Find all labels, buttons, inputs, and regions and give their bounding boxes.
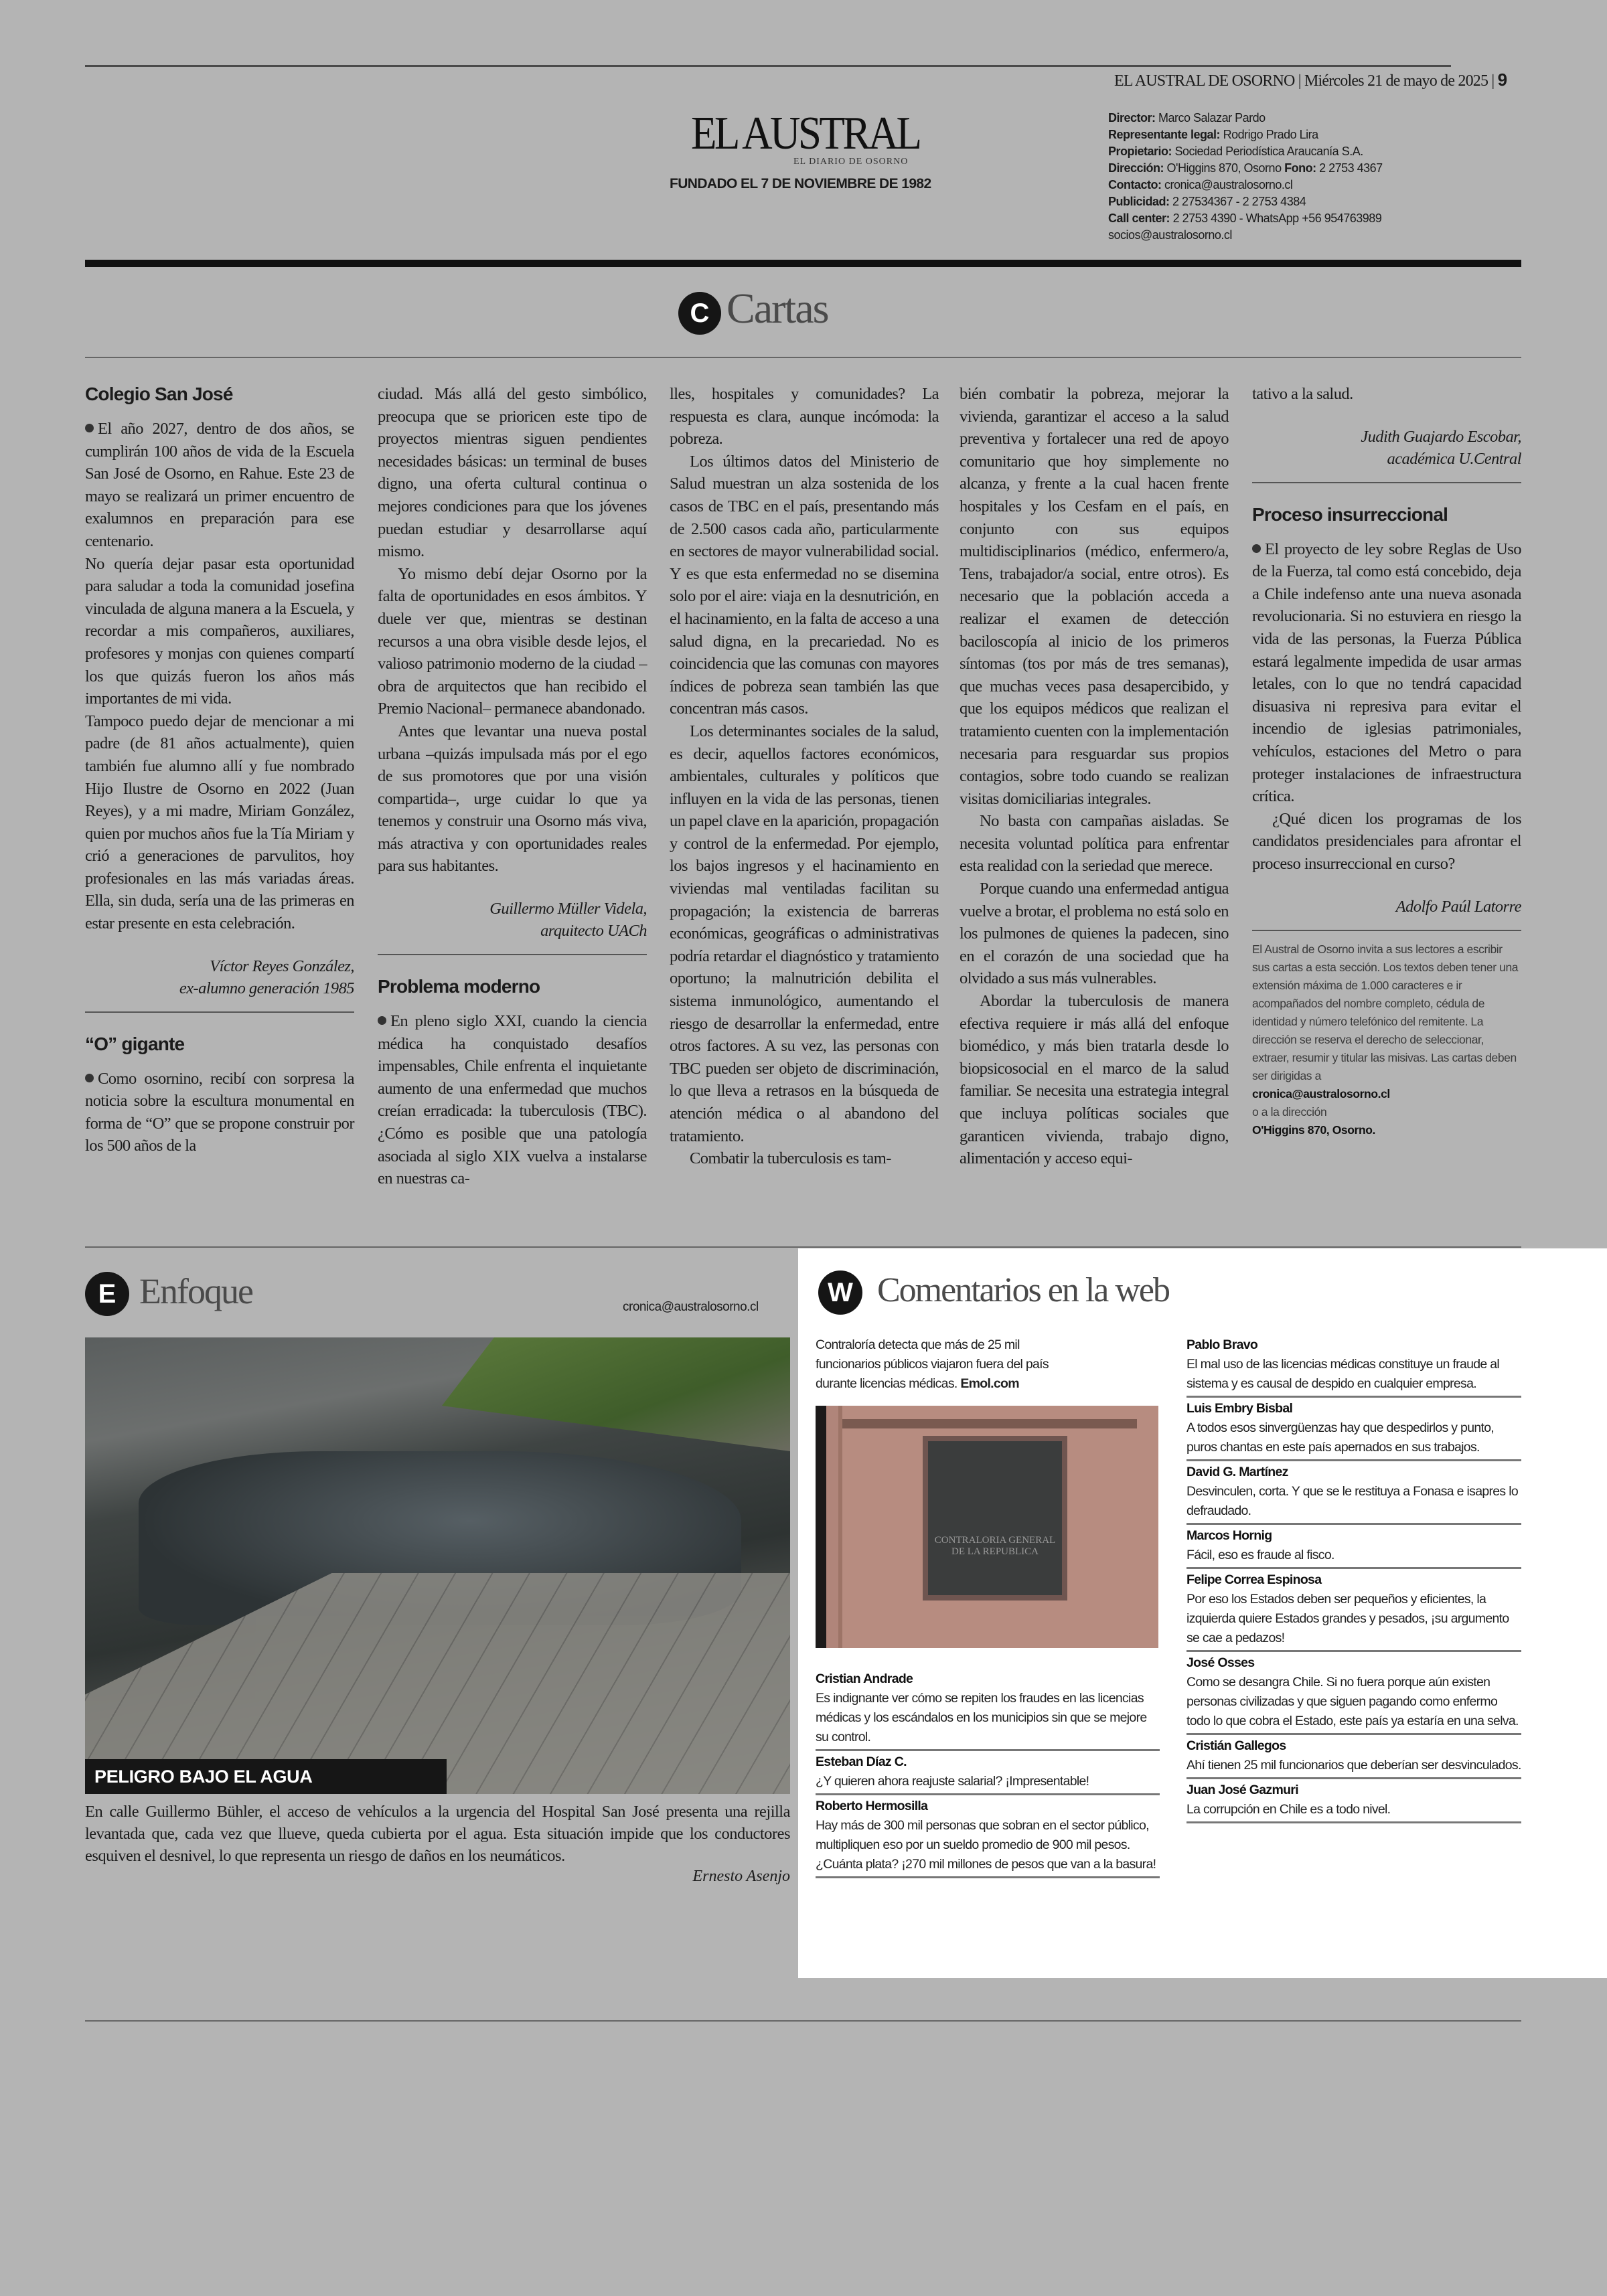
staff-value: Sociedad Periodística Araucanía S.A. <box>1174 145 1363 158</box>
staff-label: Propietario: <box>1108 145 1172 158</box>
letter-text: Combatir la tuberculosis es tam- <box>690 1149 891 1168</box>
letter-signature <box>378 898 647 942</box>
letter-text: bién combatir la pobreza, mejorar la vivienda, garantizar el acceso a la salud preventiva y fortalecer una red de apoyo comunitario que hoy simplemente no alcanza, y frente a la cual hacen frente hospitales y los Cesfam en el país, en conjunto con sus equipos multidisciplinarios (médico, enfermero/a, Tens, trabajador/a social, entre otros). Es necesario que la población acceda a realizar el examen de detección baciloscopía al inicio de los primeros síntomas (tos por más de tres semanas), que muchas veces pasa desapercibido, y que los equipos médicos que realizan el tratamiento cuenten con la implementación necesaria para resguardar sus propios contagios, sobre todo cuando se realizan visitas domiciliarias integrales. <box>960 385 1229 808</box>
letter-paragraph <box>378 563 647 720</box>
invite-address: O'Higgins 870, Osorno. <box>1252 1123 1376 1137</box>
letter-text: lles, hospitales y comunidades? La respuesta es clara, aunque incómoda: la pobreza. <box>670 385 939 448</box>
thick-rule <box>85 260 1521 267</box>
comment-author: David G. Martínez <box>1187 1465 1288 1479</box>
letter-text: Los determinantes sociales de la salud, es decir, aquellos factores económicos, ambientales, culturales y políticos que influyen en la vida de las personas, tienen un papel clave en la aparición, propagación y control de la enfermedad. Por ejemplo, los bajos ingresos y el hacinamiento en viviendas mal ventiladas facilitan su propagación; la existencia de barreras económicas, geográficas o administrativas podría retardar el diagnóstico y tratamiento oportuno; la malnutrición debilita el sistema inmunológico, aumentando el riesgo de desarrollar la enfermedad, entre otros factores. A su vez, las personas con TBC pueden ser objeto de discriminación, lo que lleva a retrasos en la búsqueda de atención médica o al abandono del tratamiento. <box>670 722 939 1145</box>
invite-email[interactable]: cronica@australosorno.cl <box>1252 1086 1390 1100</box>
comment-item <box>816 1751 1160 1795</box>
letter-text: Los últimos datos del Ministerio de Salud muestran un alza sostenida de los casos de TBC en el país, presentando más de 2.500 casos cada año, particularmente en sectores de mayor vulnerabilidad social. Y es que esta enfermedad no se disemina solo por el aire: viaja en la desnutrición, en el hacinamiento, en la falta de acceso a una salud digna, en la precariedad. No es coincidencia que las comunas con mayores índices de pobreza sean también las que concentran más casos. <box>670 452 939 718</box>
dateline-date: Miércoles 21 de mayo de 2025 <box>1304 72 1488 90</box>
letter-text: Yo mismo debí dejar Osorno por la falta de oportunidades en esos ámbitos. Y duele ver que, mientras se destinan recursos a una obra visible desde lejos, el valioso patrimonio moderno de la ciudad –obra de arquitectos que han recibido el Premio Nacional– permanece abandonado. <box>378 564 647 718</box>
letter-text: ¿Qué dicen los programas de los candidatos presidenciales para afrontar el proceso insurreccional en curso? <box>1252 809 1521 873</box>
letter-paragraph <box>670 1147 939 1170</box>
letter-paragraph <box>1252 538 1521 808</box>
staff-line <box>1108 210 1383 227</box>
letter-paragraph <box>378 1010 647 1190</box>
staff-line <box>1108 193 1383 210</box>
comment-item <box>1187 1461 1521 1525</box>
staff-value: Rodrigo Prado Lira <box>1223 128 1318 141</box>
comment-text: La corrupción en Chile es a todo nivel. <box>1187 1802 1391 1817</box>
signature-rule <box>85 1011 354 1013</box>
letter-paragraph <box>85 710 354 935</box>
signature-line: ex-alumno generación 1985 <box>179 979 354 997</box>
letter-paragraph <box>85 1068 354 1157</box>
letter-text: Porque cuando una enfermedad antigua vuelve a brotar, el problema no está solo en los pulmones de quienes la padecen, sino en el corazón de una sociedad que ha olvidado a sus más vulnerables. <box>960 880 1229 988</box>
letter-paragraph <box>378 720 647 878</box>
letter-paragraph <box>670 450 939 720</box>
staff-label: Dirección: <box>1108 161 1164 175</box>
comment-item <box>816 1668 1160 1751</box>
web-icon: W <box>818 1270 862 1315</box>
comment-text: Hay más de 300 mil personas que sobran en el sector público, multipliquen eso por un sueldo promedio de 900 mil pesos. ¿Cuánta plata? ¡270 mil millones de pesos que van a la basura! <box>816 1818 1156 1872</box>
letter-text: Tampoco puedo dejar de mencionar a mi padre (de 81 años actualmente), quien también fue alumno allí y fue nombrado Hijo Ilustre de Osorno en 2022 (Juan Reyes), y a mi madre, Miriam González, quien por muchos años fue la Tía Miriam y crió a generaciones de parvulitos, hoy profesionales en las más variadas áreas. Ella, sin duda, sería una de las primeras en estar presente en esta celebración. <box>85 712 354 933</box>
comment-item <box>1187 1779 1521 1823</box>
staff-label: Director: <box>1108 111 1156 125</box>
staff-value: O'Higgins 870, Osorno <box>1166 161 1282 175</box>
staff-line <box>1108 227 1383 244</box>
letter-signature <box>85 955 354 999</box>
lead-source[interactable]: Emol.com <box>960 1376 1019 1391</box>
comment-author: Felipe Correa Espinosa <box>1187 1572 1322 1587</box>
grass-area <box>442 1337 790 1451</box>
photo-caption: En calle Guillermo Bühler, el acceso de vehículos a la urgencia del Hospital San José presenta una rejilla levantada que, cada vez que llueve, queda cubierta por el agua. Esta situación impide que los conductores esquiven el desnivel, lo que representa un riesgo de daños en los neumáticos. <box>85 1803 790 1865</box>
signature-line: académica U.Central <box>1387 449 1521 468</box>
comment-author: Roberto Hermosilla <box>816 1799 928 1813</box>
letter-paragraph <box>670 383 939 450</box>
bullet-icon <box>378 1016 386 1025</box>
staff-value: cronica@australosorno.cl <box>1164 178 1293 191</box>
staff-line <box>1108 143 1383 160</box>
comment-text: El mal uso de las licencias médicas constituye un fraude al sistema y es causal de despido en cualquier empresa. <box>1187 1357 1500 1391</box>
staff-value: 2 2753 4367 <box>1319 161 1383 175</box>
letter-heading: Problema moderno <box>378 976 540 997</box>
staff-line <box>1108 110 1383 127</box>
comment-author: Cristian Andrade <box>816 1671 913 1686</box>
section-title-comentarios: Comentarios en la web <box>877 1271 1169 1309</box>
letter-text: No quería dejar pasar esta oportunidad para saludar a toda la comunidad josefina vinculada de alguna manera a la Escuela, y recordar a mis compañeros, auxiliares, profesores y monjas con quienes compartí los que quizás fueron los años más importantes de mi vida. <box>85 554 354 708</box>
letter-text: Abordar la tuberculosis de manera efectiva requiere ir más allá del enfoque biomédico, y más bien tratarla desde lo biopsicosocial en el marco de la salud familiar. Se necesita una estrategia integral que incluya políticas sociales que garanticen vivienda, trabajo digno, alimentación y acceso equi- <box>960 992 1229 1168</box>
signature-line: Guillermo Müller Videla, <box>489 900 647 918</box>
letter-text: Antes que levantar una nueva postal urbana –quizás impulsada más por el ego de sus promotores que por una visión compartida–, urge cuidar lo que ya tenemos y construir una Osorno más viva, más atractiva y con oportunidades reales para sus habitantes. <box>378 722 647 876</box>
letter-heading: “O” gigante <box>85 1033 185 1054</box>
signature-rule <box>1252 930 1521 931</box>
letters-column-4 <box>960 383 1229 1170</box>
comment-author: José Osses <box>1187 1655 1255 1670</box>
letters-column-5 <box>1252 383 1521 1139</box>
letters-column-2 <box>378 383 647 1190</box>
letter-paragraph <box>960 878 1229 990</box>
top-rule <box>85 65 1451 67</box>
staff-value: socios@australosorno.cl <box>1108 228 1232 242</box>
staff-value: 2 27534367 - 2 2753 4384 <box>1172 195 1306 208</box>
comment-text: Es indignante ver cómo se repiten los fraudes en las licencias médicas y los escándalos en los municipios sin que se mejore su control. <box>816 1691 1147 1744</box>
signature-line: Judith Guajardo Escobar, <box>1361 427 1521 446</box>
cartas-icon: C <box>678 292 721 335</box>
letter-text: El proyecto de ley sobre Reglas de Uso de la Fuerza, tal como está concebido, deja a Chile indefenso ante una nueva asonada revolucionaria. Si no estuviera en riesgo la vida de las personas, la Fuerza Pública estará legalmente impedida de usar armas letales, con lo que no tendrá capacidad disuasiva ni represiva para evitar el incendio de iglesias patrimoniales, vehículos, estaciones del Metro o para proteger instalaciones de infraestructura crítica. <box>1252 540 1521 806</box>
staff-line <box>1108 127 1383 143</box>
comment-author: Marcos Hornig <box>1187 1528 1272 1543</box>
letter-signature <box>1252 426 1521 470</box>
comment-text: Ahí tienen 25 mil funcionarios que deberían ser desvinculados. <box>1187 1758 1521 1773</box>
letter-paragraph <box>378 383 647 563</box>
invite-text: El Austral de Osorno invita a sus lectores a escribir sus cartas a esta sección. Los textos deben tener una extensión máxima de 1.000 caracteres e ir acompañados del nombre completo, cédula de identidad y número telefónico del remitente. La dirección se reserva el derecho de seleccionar, extraer, resumir y titular las misivas. Las cartas deben ser dirigidas a <box>1252 942 1519 1082</box>
comments-left <box>816 1668 1160 1878</box>
bullet-icon <box>1252 544 1261 553</box>
letter-paragraph <box>960 383 1229 810</box>
comment-item <box>1187 1334 1521 1398</box>
letter-paragraph <box>960 810 1229 878</box>
comment-author: Cristián Gallegos <box>1187 1738 1286 1753</box>
signature-rule <box>378 954 647 955</box>
staff-label: Contacto: <box>1108 178 1162 191</box>
comment-text: Como se desangra Chile. Si no fuera porque aún existen personas civilizadas y que siguen pagando como enfermo todo lo que cobra el Estado, este país ya estaría en una selva. <box>1187 1675 1519 1728</box>
letter-paragraph <box>1252 808 1521 876</box>
masthead-subtitle: EL DIARIO DE OSORNO <box>793 157 909 167</box>
letter-paragraph <box>85 418 354 553</box>
section-title-cartas: Cartas <box>726 284 828 332</box>
comment-author: Pablo Bravo <box>1187 1337 1258 1352</box>
comment-text: Desvinculen, corta. Y que se le restituya a Fonasa e isapres lo defraudado. <box>1187 1484 1518 1518</box>
cartas-bottom-rule <box>85 1246 1521 1248</box>
letter-text: tativo a la salud. <box>1252 385 1353 403</box>
signature-line: arquitecto UACh <box>540 922 647 940</box>
letter-text: Como osornino, recibí con sorpresa la noticia sobre la escultura monumental en forma de “O” que se propone construir por los 500 años de la <box>85 1069 354 1155</box>
comment-item <box>1187 1735 1521 1779</box>
enfoque-photo <box>85 1337 790 1794</box>
contraloria-plaque <box>923 1436 1067 1601</box>
comment-item <box>1187 1398 1521 1461</box>
signature-line: Víctor Reyes González, <box>210 957 354 975</box>
bullet-icon <box>85 424 94 432</box>
comment-text: Fácil, eso es fraude al fisco. <box>1187 1548 1334 1562</box>
letter-paragraph <box>670 720 939 1147</box>
comment-text: ¿Y quieren ahora reajuste salarial? ¡Impresentable! <box>816 1774 1089 1789</box>
founded-date: FUNDADO EL 7 DE NOVIEMBRE DE 1982 <box>670 176 931 191</box>
stone-ledge <box>842 1419 1137 1428</box>
comment-author: Juan José Gazmuri <box>1187 1783 1298 1797</box>
comment-item <box>816 1795 1160 1878</box>
bullet-icon <box>85 1074 94 1082</box>
contraloria-photo <box>816 1406 1158 1648</box>
section-title-enfoque: Enfoque <box>139 1271 252 1311</box>
comment-text: Por eso los Estados deben ser pequeños y eficientes, la izquierda quiere Estados grandes y pesados, ¡su argumento se cae a pedazos! <box>1187 1592 1509 1645</box>
dateline-paper: EL AUSTRAL DE OSORNO <box>1114 72 1295 90</box>
photo-author: Ernesto Asenjo <box>692 1868 790 1885</box>
staff-line <box>1108 160 1383 177</box>
comment-author: Esteban Díaz C. <box>816 1754 907 1769</box>
cartas-rule <box>85 357 1521 358</box>
letter-paragraph <box>85 553 354 710</box>
staff-label: Call center: <box>1108 212 1170 225</box>
letter-paragraph <box>1252 383 1521 406</box>
staff-label: Representante legal: <box>1108 128 1221 141</box>
comment-author: Luis Embry Bisbal <box>1187 1401 1293 1416</box>
letter-signature <box>1252 896 1521 918</box>
letter-text: El año 2027, dentro de dos años, se cumplirán 100 años de vida de la Escuela San José de Osorno, en Rahue. Este 23 de mayo se realizará un primer encuentro de exalumnos en preparación para ese centenario. <box>85 420 354 550</box>
letters-column-1 <box>85 383 354 1157</box>
bottom-rule <box>85 2020 1521 2022</box>
signature-line: Adolfo Paúl Latorre <box>1395 897 1521 916</box>
signature-rule <box>1252 482 1521 483</box>
letter-text: No basta con campañas aisladas. Se necesita voluntad política para enfrentar esta realidad con la seriedad que merece. <box>960 812 1229 876</box>
page-number: 9 <box>1497 70 1507 90</box>
comment-item <box>1187 1525 1521 1569</box>
staff-label: Fono: <box>1284 161 1316 175</box>
staff-line <box>1108 177 1383 193</box>
letter-heading: Colegio San José <box>85 384 233 404</box>
staff-label: Publicidad: <box>1108 195 1170 208</box>
staff-value: Marco Salazar Pardo <box>1158 111 1266 125</box>
lead-text: Contraloría detecta que más de 25 mil funcionarios públicos viajaron fuera del país durante licencias médicas. <box>816 1337 1049 1391</box>
enfoque-email[interactable]: cronica@australosorno.cl <box>623 1300 759 1314</box>
staff-value: 2 2753 4390 - WhatsApp +56 954763989 <box>1172 212 1382 225</box>
comentarios-lead <box>816 1335 1083 1394</box>
dateline: EL AUSTRAL DE OSORNO | Miércoles 21 de mayo de 2025 | 9 <box>1114 70 1507 90</box>
staff-box <box>1108 110 1383 244</box>
photo-title: PELIGRO BAJO EL AGUA <box>85 1759 447 1794</box>
plaque-text: CONTRALORIA GENERAL DE LA REPUBLICA <box>934 1535 1056 1557</box>
masthead-logo: EL AUSTRAL <box>691 108 920 159</box>
comment-item <box>1187 1569 1521 1652</box>
letter-text: ciudad. Más allá del gesto simbólico, preocupa que se prioricen este tipo de proyectos mientras siguen pendientes necesidades básicas: un terminal de buses digno, una oferta cultural continua o mejores condiciones para que los jóvenes puedan estudiar y desarrollarse aquí mismo. <box>378 385 647 561</box>
comment-text: A todos esos sinvergüenzas hay que despedirlos y punto, puros chantas en este país apernados en sus trabajos. <box>1187 1420 1495 1455</box>
comments-right <box>1187 1334 1521 1823</box>
letters-invite <box>1252 940 1521 1139</box>
comment-item <box>1187 1652 1521 1735</box>
enfoque-icon: E <box>85 1272 129 1316</box>
letters-column-3 <box>670 383 939 1170</box>
letter-paragraph <box>960 990 1229 1170</box>
invite-or: o a la dirección <box>1252 1104 1327 1119</box>
letter-heading: Proceso insurreccional <box>1252 503 1448 525</box>
letter-text: En pleno siglo XXI, cuando la ciencia médica ha conquistado desafíos impensables, Chile enfrenta el inquietante aumento de una enfermedad que muchos creían erradicada: la tuberculosis (TBC). ¿Cómo es posible que una patología asociada al siglo XIX vuelva a instalarse en nuestras ca- <box>378 1012 647 1188</box>
